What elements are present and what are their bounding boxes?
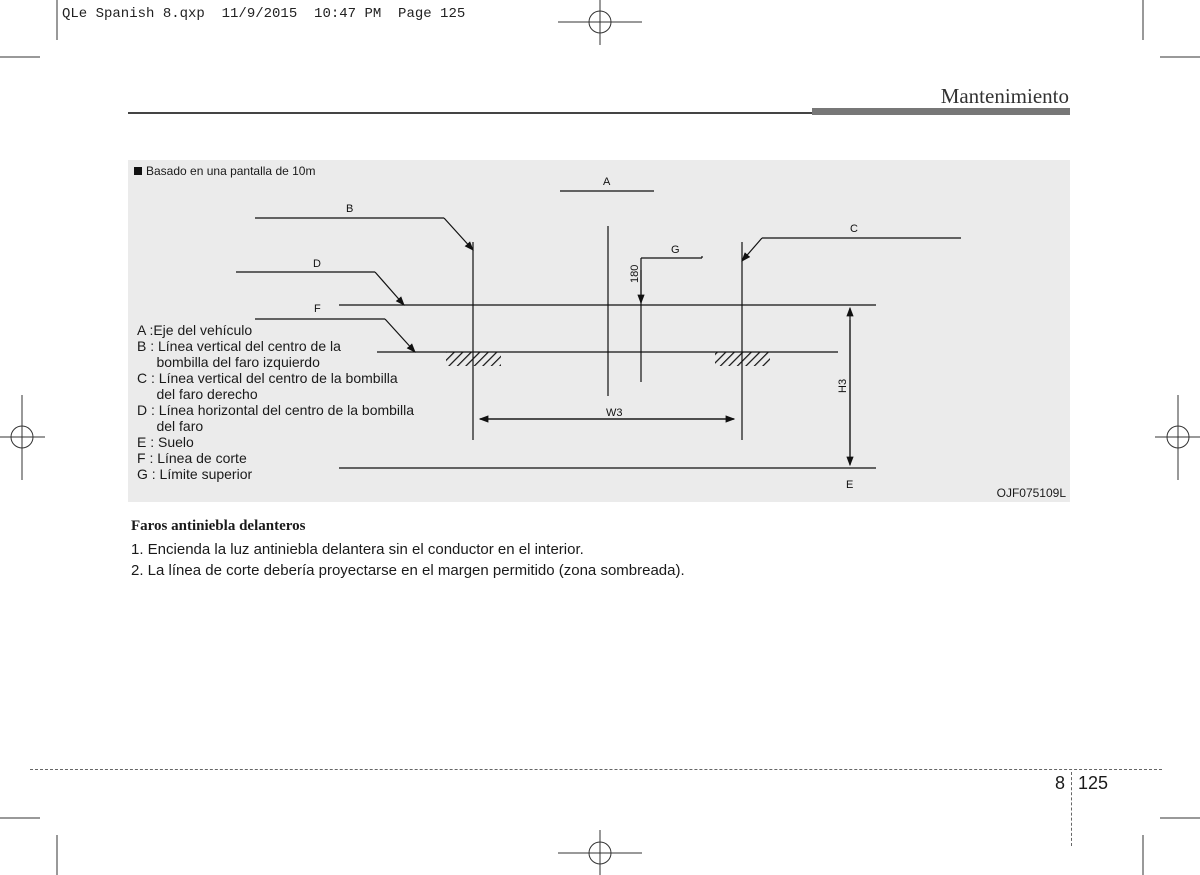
label-180: 180 <box>629 264 641 283</box>
footer-rule <box>30 769 1162 770</box>
section-title: Mantenimiento <box>940 84 1069 108</box>
label-h3: H3 <box>837 378 849 393</box>
label-f: F <box>314 303 321 315</box>
label-a: A <box>603 176 611 188</box>
steps-list <box>131 539 685 581</box>
page-number: 125 <box>1078 773 1109 793</box>
page-number-divider <box>1071 772 1072 846</box>
step-item: 1. Encienda la luz antiniebla delantera sin el conductor en el interior. <box>131 541 584 558</box>
slug-line: QLe Spanish 8.qxp 11/9/2015 10:47 PM Page 125 <box>62 6 466 22</box>
label-b: B <box>346 203 354 215</box>
label-e: E <box>846 479 854 491</box>
legend-line: C : Línea vertical del centro de la bombilla <box>137 370 398 386</box>
legend-line: del faro <box>137 418 204 434</box>
label-c: C <box>850 223 858 235</box>
bullet-square-icon <box>134 167 142 175</box>
legend-line: bombilla del faro izquierdo <box>137 354 320 370</box>
aiming-diagram <box>128 160 1070 502</box>
legend-line: E : Suelo <box>137 434 194 450</box>
header-rule <box>128 112 812 114</box>
section-heading: Faros antiniebla delanteros <box>131 518 306 534</box>
legend-line: B : Línea vertical del centro de la <box>137 338 341 354</box>
figure-legend <box>137 322 414 482</box>
label-d: D <box>313 258 321 270</box>
legend-line: D : Línea horizontal del centro de la bombilla <box>137 402 415 418</box>
header-rule-accent <box>812 108 1070 115</box>
legend-line: del faro derecho <box>137 386 258 402</box>
label-g: G <box>671 244 680 256</box>
step-item: 2. La línea de corte debería proyectarse en el margen permitido (zona sombreada). <box>131 562 685 579</box>
legend-line: F : Línea de corte <box>137 450 247 466</box>
legend-line: G : Límite superior <box>137 466 253 482</box>
chapter-number: 8 <box>1055 773 1066 793</box>
figure-code: OJF075109L <box>996 486 1066 500</box>
figure-note: Basado en una pantalla de 10m <box>134 164 315 178</box>
legend-line: A :Eje del vehículo <box>137 322 253 338</box>
label-w3: W3 <box>606 407 623 419</box>
